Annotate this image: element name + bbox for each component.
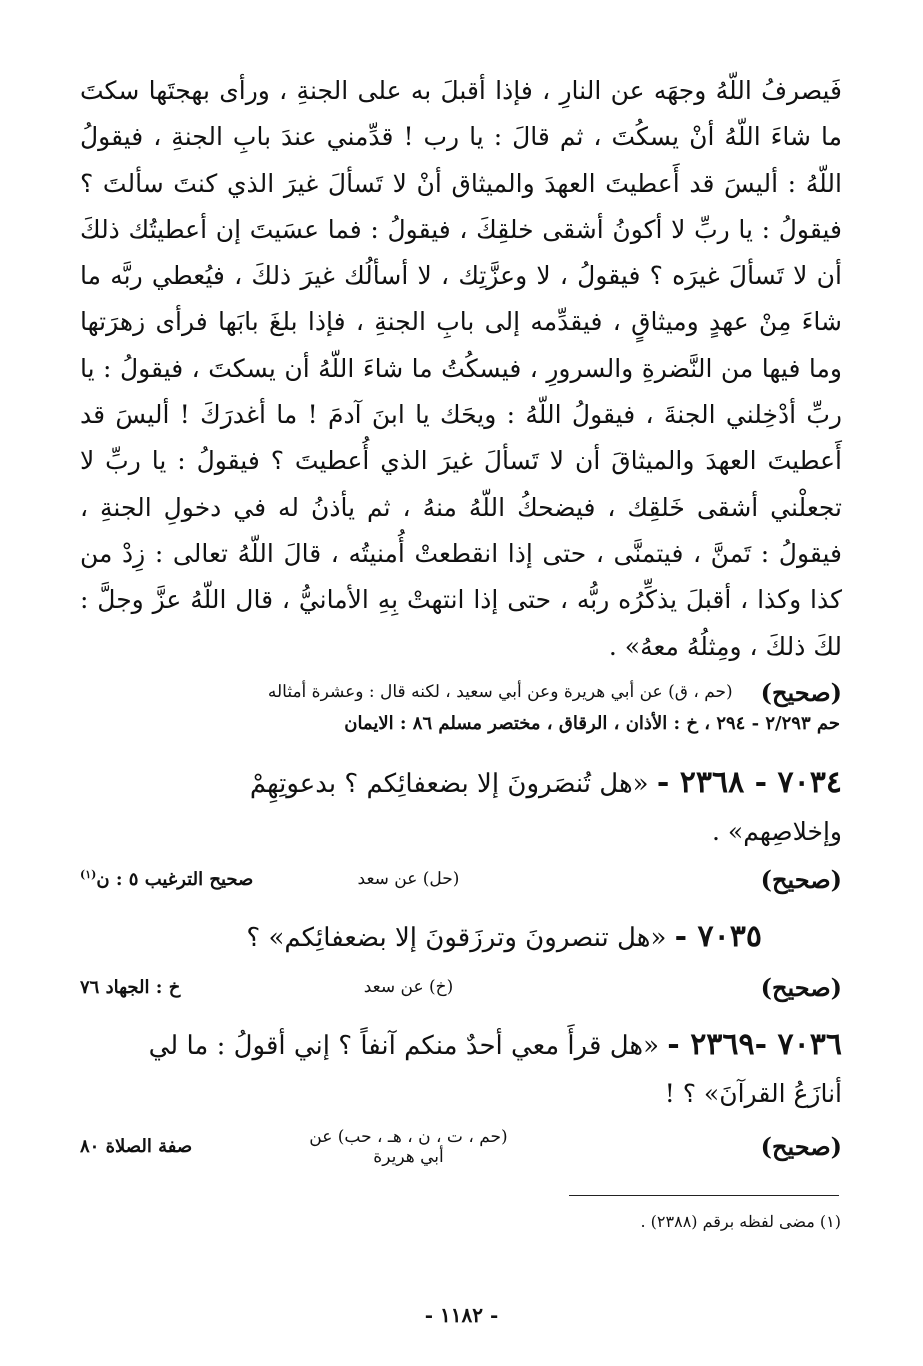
footnote-marker: (١) (80, 868, 97, 882)
grade-label: (صحيح) (760, 972, 842, 1002)
grade-label: (صحيح) (760, 864, 842, 894)
footnote: (١) مضى لفظه برقم (٢٣٨٨) . (640, 1212, 841, 1231)
source-attribution: (حم ، ت ، ن ، هـ ، حب) عن أبي هريرة (309, 1126, 508, 1167)
page-number: - ١١٨٢ - (424, 1303, 499, 1327)
hadith-number: ٧٠٣٦ -٢٣٦٩ - (667, 1026, 842, 1062)
source-reference: خ : الجهاد ٧٦ (80, 976, 181, 998)
hadith-passage-text: فَيصرفُ اللّهُ وجهَه عن النارِ ، فإذا أقبلَ به على الجنةِ ، ورأى بهجتَها سكتَ ما شاءَ اللّهُ أنْ يسكُتَ ، ثم قالَ : يا رب ! قدِّمني عندَ بابِ الجنةِ ، فيقولُ اللّهُ : أليسَ قد أَعطيتَ العهدَ والميثاق أنْ لا تَسألَ غيرَ الذي كنتَ سألتَ ؟ فيقولُ : يا ربِّ لا أكونُ أشقى خلقِكَ ، فيقولُ : فما عسَيتَ إن أعطيتُك ذلكَ أن لا تَسألَ غيرَه ؟ فيقولُ ، لا وعزَّتِك ، لا أسألُك غيرَ ذلكَ ، فيُعطي ربَّه ما شاءَ مِنْ عهدٍ وميثاقٍ ، فيقدِّمه إلى بابِ الجنةِ ، فإذا بلغَ بابَها فرأى زهرَتها وما فيها من النَّضرةِ والسرورِ ، فيسكُتُ ما شاءَ اللّهُ أن يسكتَ ، فيقولُ : يا ربِّ أدْخِلني الجنةَ ، فيقولُ اللّهُ : ويحَك يا ابنَ آدمَ ! ما أغدرَكَ ! أليسَ قد أَعطيتَ العهدَ والميثاقَ أن لا تَسألَ غيرَ الذي أُعطيتَ ؟ فيقولُ : يا ربِّ لا تجعلْني أشقى خَلقِك ، فيضحكُ اللّهُ منهُ ، ثم يأذنُ له في دخولِ الجنةِ ، فيقولُ : تَمنَّ ، فيتمنَّى ، حتى إذا انقطعتْ أُمنيتُه ، قالَ اللّهُ تعالى : زِدْ من كذا وكذا ، أقبلَ يذكِّرُه ربُّه ، حتى إذا انتهتْ بِهِ الأمانيُّ ، قال اللّهُ عزَّ وجلَّ : لكَ ذلكَ ، ومِثلُهُ معهُ» . (80, 76, 842, 661)
grade-label: (صحيح) (760, 677, 842, 707)
source-attribution: (خ) عن سعد (363, 977, 454, 998)
source-reference: صحيح الترغيب ٥ : ن$^{(١)}$ (80, 868, 254, 891)
hadith-continuation: أنازَعُ القرآنَ» ؟ ! (664, 1078, 842, 1108)
hadith-text: «هل تنصرونَ وترزَقونَ إلا بضعفائِكم» ؟ (246, 922, 667, 953)
hadith-entry (80, 1020, 842, 1167)
hadith-grade-row (80, 973, 842, 1002)
footnote-divider (569, 1195, 839, 1196)
hadith-first-line (80, 758, 842, 809)
hadith-entry (80, 758, 842, 894)
source-attribution: (حل) عن سعد (357, 869, 460, 890)
hadith-number: ٧٠٣٥ - (674, 918, 762, 954)
hadith-text: «هل تُنصَرونَ إلا بضعفائِكم ؟ بدعوتِهِمْ (249, 768, 649, 799)
hadith-entry (80, 912, 842, 1002)
source-references: حم ٢/٢٩٣ - ٢٩٤ ، خ : الأذان ، الرقاق ، مختصر مسلم ٨٦ : الايمان (344, 712, 840, 734)
source-attribution: (حم ، ق) عن أبي هريرة وعن أبي سعيد ، لكنه قال : وعشرة أمثاله (267, 682, 733, 703)
hadith-number: ٧٠٣٤ - ٢٣٦٨ - (656, 764, 842, 800)
page-content (80, 68, 842, 1167)
hadith-first-line (80, 1020, 842, 1071)
hadith-grade-row (80, 1127, 842, 1167)
passage-grade-line (80, 678, 842, 707)
hadith-text: «هل قرأَ معي أحدٌ منكم آنفاً ؟ إني أقولُ : ما لي (148, 1030, 660, 1061)
hadith-continuation: وإخلاصِهم» . (712, 816, 842, 846)
hadith-grade-row (80, 865, 842, 894)
grade-label: (صحيح) (760, 1132, 842, 1162)
hadith-first-line (80, 912, 842, 963)
source-reference: صفة الصلاة ٨٠ (80, 1136, 193, 1158)
